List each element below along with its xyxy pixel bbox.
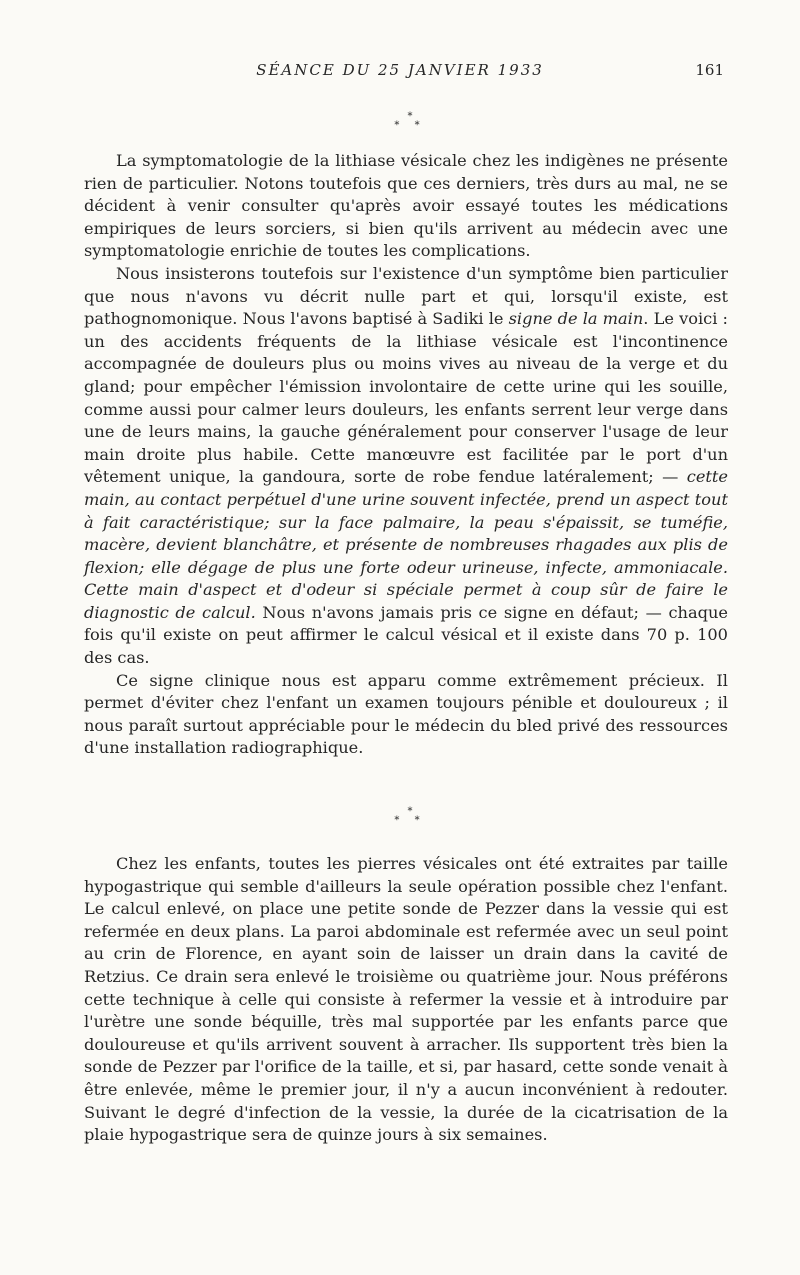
paragraph-symptomatology: La symptomatologie de la lithiase vésicale chez les indigènes ne présente rien de particulier. Notons toutefois que ces derniers, très durs au mal, ne se décident à venir consulter qu'après avoir essayé toutes les médications empiriques de leurs sorciers, si bien qu'ils arrivent au médecin avec une symptomatologie enrichie de toutes les complications.: [84, 151, 728, 261]
paragraph-clinical-value: Ce signe clinique nous est apparu comme extrêmement précieux. Il permet d'éviter chez l'enfant un examen toujours pénible et douloureux ; il nous paraît surtout appréciable pour le médecin du bled privé des ressources d'une installation radiographique.: [84, 670, 728, 758]
text-run: . Le voici : un des accidents fréquents de la lithiase vésicale est l'incontinence accompagnée de douleurs plus ou moins vives au niveau de la verge et du gland; pour empêcher l'émission involontaire de cette urine qui les souille, comme aussi pour calmer leurs douleurs, les enfants serrent leur verge dans une de leurs mains, la gauche généralement pour conserver l'usage de leur main droite plus habile. Cette manœuvre est facilitée par le port d'un vêtement unique, la gandoura, sorte de robe fendue latéralement; —: [84, 309, 728, 487]
asterism-bottom: * *: [394, 120, 426, 131]
section-treatment: [84, 853, 728, 1147]
text-run: Nous insisterons toutefois sur l'existence d'un symptôme bien particulier que nous n'avons vu décrit nulle part et qui, lorsqu'il existe, est pathognomonique. Nous l'avons baptisé à Sadiki le: [84, 263, 728, 329]
running-head: SÉANCE DU 25 JANVIER 1933: [256, 61, 544, 79]
asterism-top: *: [407, 806, 413, 817]
page-number: 161: [695, 61, 724, 79]
paragraph-surgical-technique: Chez les enfants, toutes les pierres vésicales ont été extraites par taille hypogastrique qui semble d'ailleurs la seule opération possible chez l'enfant. Le calcul enlevé, on place une petite sonde de Pezzer dans la vessie qui est refermée en deux plans. La paroi abdominale est refermée avec un seul point au crin de Florence, en ayant soin de laisser un drain dans la cavité de Retzius. Ce drain sera enlevé le troisième ou quatrième jour. Nous préférons cette technique à celle qui consiste à refermer la vessie et à introduire par l'urètre une sonde béquille, très mal supportée par les enfants parce que douloureuse et qu'ils arrivent souvent à arracher. Ils supportent très bien la sonde de Pezzer par l'orifice de la taille, et si, par hasard, cette sonde venait à être enlevée, même le premier jour, il n'y a aucun inconvénient à redouter. Suivant le degré d'infection de la vessie, la durée de la cicatrisation de la plaie hypogastrique sera de quinze jours à six semaines.: [84, 854, 728, 1145]
term-signe-de-la-main: signe de la main: [508, 309, 644, 329]
italic-description: cette main, au contact perpétuel d'une urine souvent infectée, prend un aspect tout à fait caractéristique; sur la face palmaire, la peau s'épaissit, se tuméfie, macère, devient blanchâtre, et présente de nombreuses rhagades aux plis de flexion; elle dégage de plus une forte odeur urineuse, infecte, ammoniacale. Cette main d'aspect et d'odeur si spéciale permet à coup sûr de faire le diagnostic de calcul.: [84, 467, 728, 622]
section-divider-asterism: [0, 112, 800, 130]
section-divider-asterism: [0, 807, 800, 825]
section-symptomatology: [84, 150, 728, 760]
paragraph-hand-sign: [84, 263, 728, 670]
page-header: [0, 61, 800, 85]
asterism-top: *: [407, 111, 413, 122]
asterism-bottom: * *: [394, 815, 426, 826]
text-run: Nous n'avons jamais pris ce signe en défaut; — chaque fois qu'il existe on peut affirmer le calcul vésical et il existe dans 70 p. 100 des cas.: [84, 602, 728, 668]
